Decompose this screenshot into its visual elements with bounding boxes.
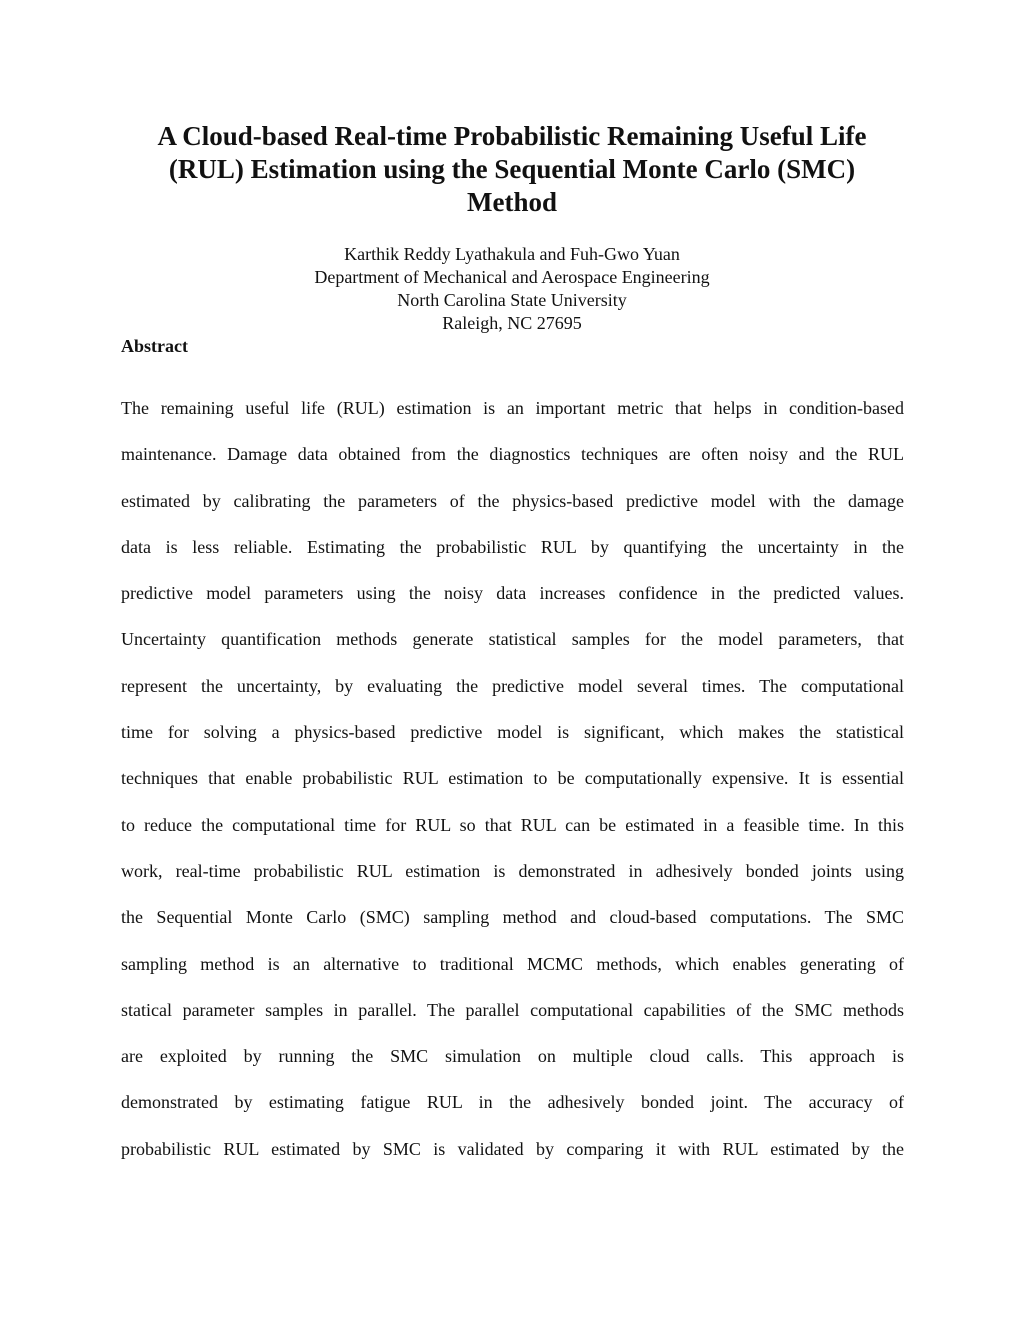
abstract-body bbox=[121, 396, 904, 1183]
abstract-line bbox=[121, 581, 904, 627]
abstract-line-text: sampling method is an alternative to traditional MCMC methods, which enables generating of bbox=[121, 953, 904, 974]
abstract-line-text: are exploited by running the SMC simulation on multiple cloud calls. This approach is bbox=[121, 1046, 904, 1067]
abstract-line-text: The remaining useful life (RUL) estimation is an important metric that helps in condition-based bbox=[121, 398, 904, 418]
abstract-line-text: demonstrated by estimating fatigue RUL in the adhesively bonded joint. The accuracy of bbox=[121, 1092, 904, 1113]
title-line: A Cloud-based Real-time Probabilistic Remaining Useful Life bbox=[157, 121, 867, 151]
location: Raleigh, NC 27695 bbox=[442, 313, 582, 333]
abstract-line-text: techniques that enable probabilistic RUL estimation to be computationally expensive. It is essential bbox=[121, 768, 904, 789]
abstract-line bbox=[121, 535, 904, 581]
abstract-line bbox=[121, 1137, 904, 1183]
abstract-line bbox=[121, 674, 904, 720]
abstract-line bbox=[121, 396, 904, 442]
abstract-line-text: the Sequential Monte Carlo (SMC) sampling method and cloud-based computations. The SMC bbox=[121, 907, 904, 928]
abstract-heading: Abstract bbox=[121, 336, 188, 356]
abstract-line bbox=[121, 720, 904, 766]
abstract-line bbox=[121, 952, 904, 998]
abstract-line-text: to reduce the computational time for RUL so that RUL can be estimated in a feasible time. In this bbox=[121, 814, 904, 835]
abstract-line-text: statical parameter samples in parallel. The parallel computational capabilities of the SMC methods bbox=[121, 999, 904, 1020]
department: Department of Mechanical and Aerospace Engineering bbox=[314, 267, 710, 287]
abstract-line bbox=[121, 1090, 904, 1136]
abstract-line-text: represent the uncertainty, by evaluating the predictive model several times. The computational bbox=[121, 675, 904, 696]
abstract-line-text: work, real-time probabilistic RUL estimation is demonstrated in adhesively bonded joints using bbox=[121, 860, 904, 881]
abstract-line-text: data is less reliable. Estimating the probabilistic RUL by quantifying the uncertainty in the bbox=[121, 536, 904, 557]
abstract-line-text: estimated by calibrating the parameters of the physics-based predictive model with the damage bbox=[121, 490, 904, 511]
abstract-line bbox=[121, 766, 904, 812]
abstract-line bbox=[121, 998, 904, 1044]
abstract-line-text: predictive model parameters using the noisy data increases confidence in the predicted values. bbox=[121, 583, 904, 604]
abstract-line-text: maintenance. Damage data obtained from the diagnostics techniques are often noisy and the RUL bbox=[121, 444, 904, 465]
abstract-line bbox=[121, 627, 904, 673]
abstract-line bbox=[121, 1044, 904, 1090]
authors: Karthik Reddy Lyathakula and Fuh-Gwo Yuan bbox=[344, 244, 680, 264]
title-line: Method bbox=[467, 187, 557, 217]
abstract-line bbox=[121, 442, 904, 488]
abstract-line-text: probabilistic RUL estimated by SMC is validated by comparing it with RUL estimated by the bbox=[121, 1138, 904, 1159]
abstract-line bbox=[121, 489, 904, 535]
abstract-line-text: Uncertainty quantification methods generate statistical samples for the model parameters, that bbox=[121, 629, 904, 650]
university: North Carolina State University bbox=[397, 290, 627, 310]
author-block bbox=[0, 243, 1024, 335]
abstract-line-text: time for solving a physics-based predictive model is significant, which makes the statistical bbox=[121, 722, 904, 743]
abstract-line bbox=[121, 813, 904, 859]
abstract-line bbox=[121, 859, 904, 905]
title-line: (RUL) Estimation using the Sequential Monte Carlo (SMC) bbox=[168, 154, 856, 184]
paper-title bbox=[0, 120, 1024, 219]
abstract-line bbox=[121, 905, 904, 951]
